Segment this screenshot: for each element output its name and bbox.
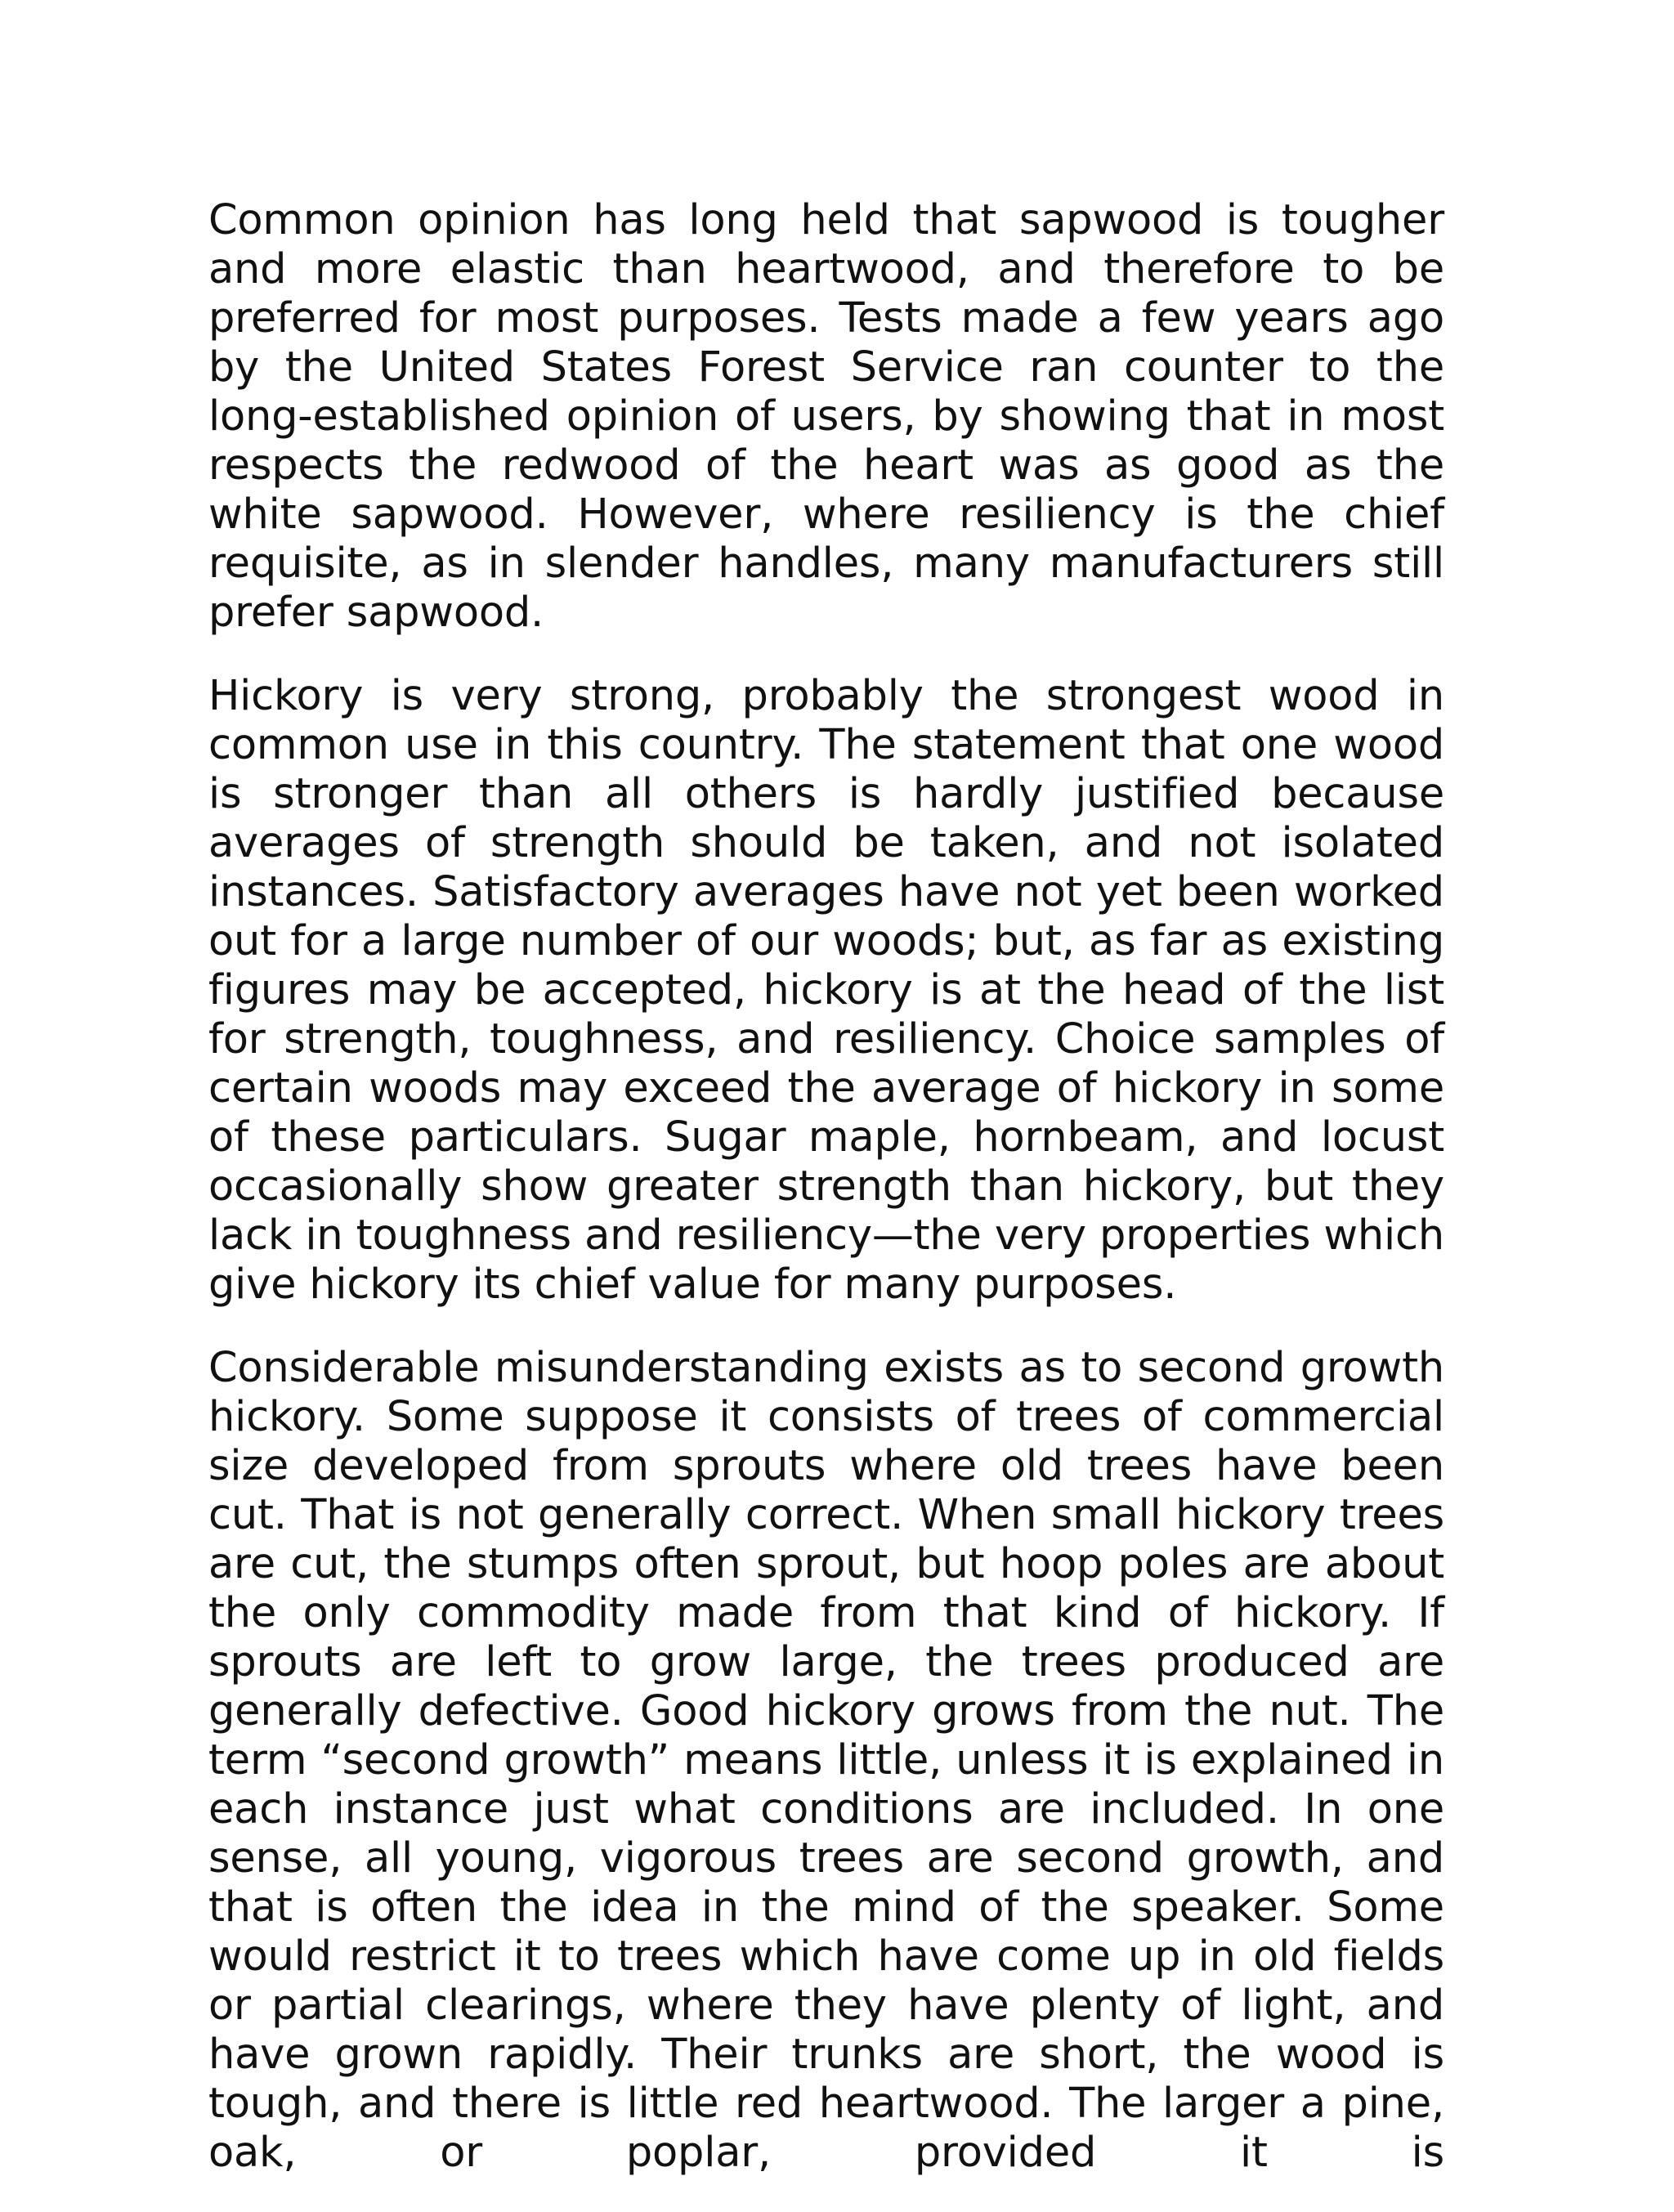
body-text <box>208 196 1444 2212</box>
paragraph-second-growth: Considerable misunderstanding exists as to second growth hickory. Some suppose it consists of trees of commercial size developed from sprouts where old trees have been cut. That is not generally correct. When small hickory trees are cut, the stumps often sprout, but hoop poles are about the only commodity made from that kind of hickory. If sprouts are left to grow large, the trees produced are generally defective. Good hickory grows from the nut. The term “second growth” means little, unless it is explained in each instance just what conditions are included. In one sense, all young, vigorous trees are second growth, and that is often the idea in the mind of the speaker. Some would restrict it to trees which have come up in old fields or partial clearings, where they have plenty of light, and have grown rapidly. Their trunks are short, the wood is tough, and there is little red heartwood. The larger a pine, oak, or poplar, provided it is <box>208 1344 1444 2177</box>
paragraph-sapwood: Common opinion has long held that sapwood is tougher and more elastic than heartwood, and therefore to be preferred for most purposes. Tests made a few years ago by the United States Forest Service ran counter to the long-established opinion of users, by showing that in most respects the redwood of the heart was as good as the white sapwood. However, where resiliency is the chief requisite, as in slender handles, many manufacturers still prefer sapwood. <box>208 196 1444 637</box>
paragraph-hickory-strength: Hickory is very strong, probably the strongest wood in common use in this country. The statement that one wood is stronger than all others is hardly justified because averages of strength should be taken, and not isolated instances. Satisfactory averages have not yet been worked out for a large number of our woods; but, as far as existing figures may be accepted, hickory is at the head of the list for strength, toughness, and resiliency. Choice samples of certain woods may exceed the average of hickory in some of these particulars. Sugar maple, hornbeam, and locust occasionally show greater strength than hickory, but they lack in toughness and resiliency—the very properties which give hickory its chief value for many purposes. <box>208 672 1444 1309</box>
